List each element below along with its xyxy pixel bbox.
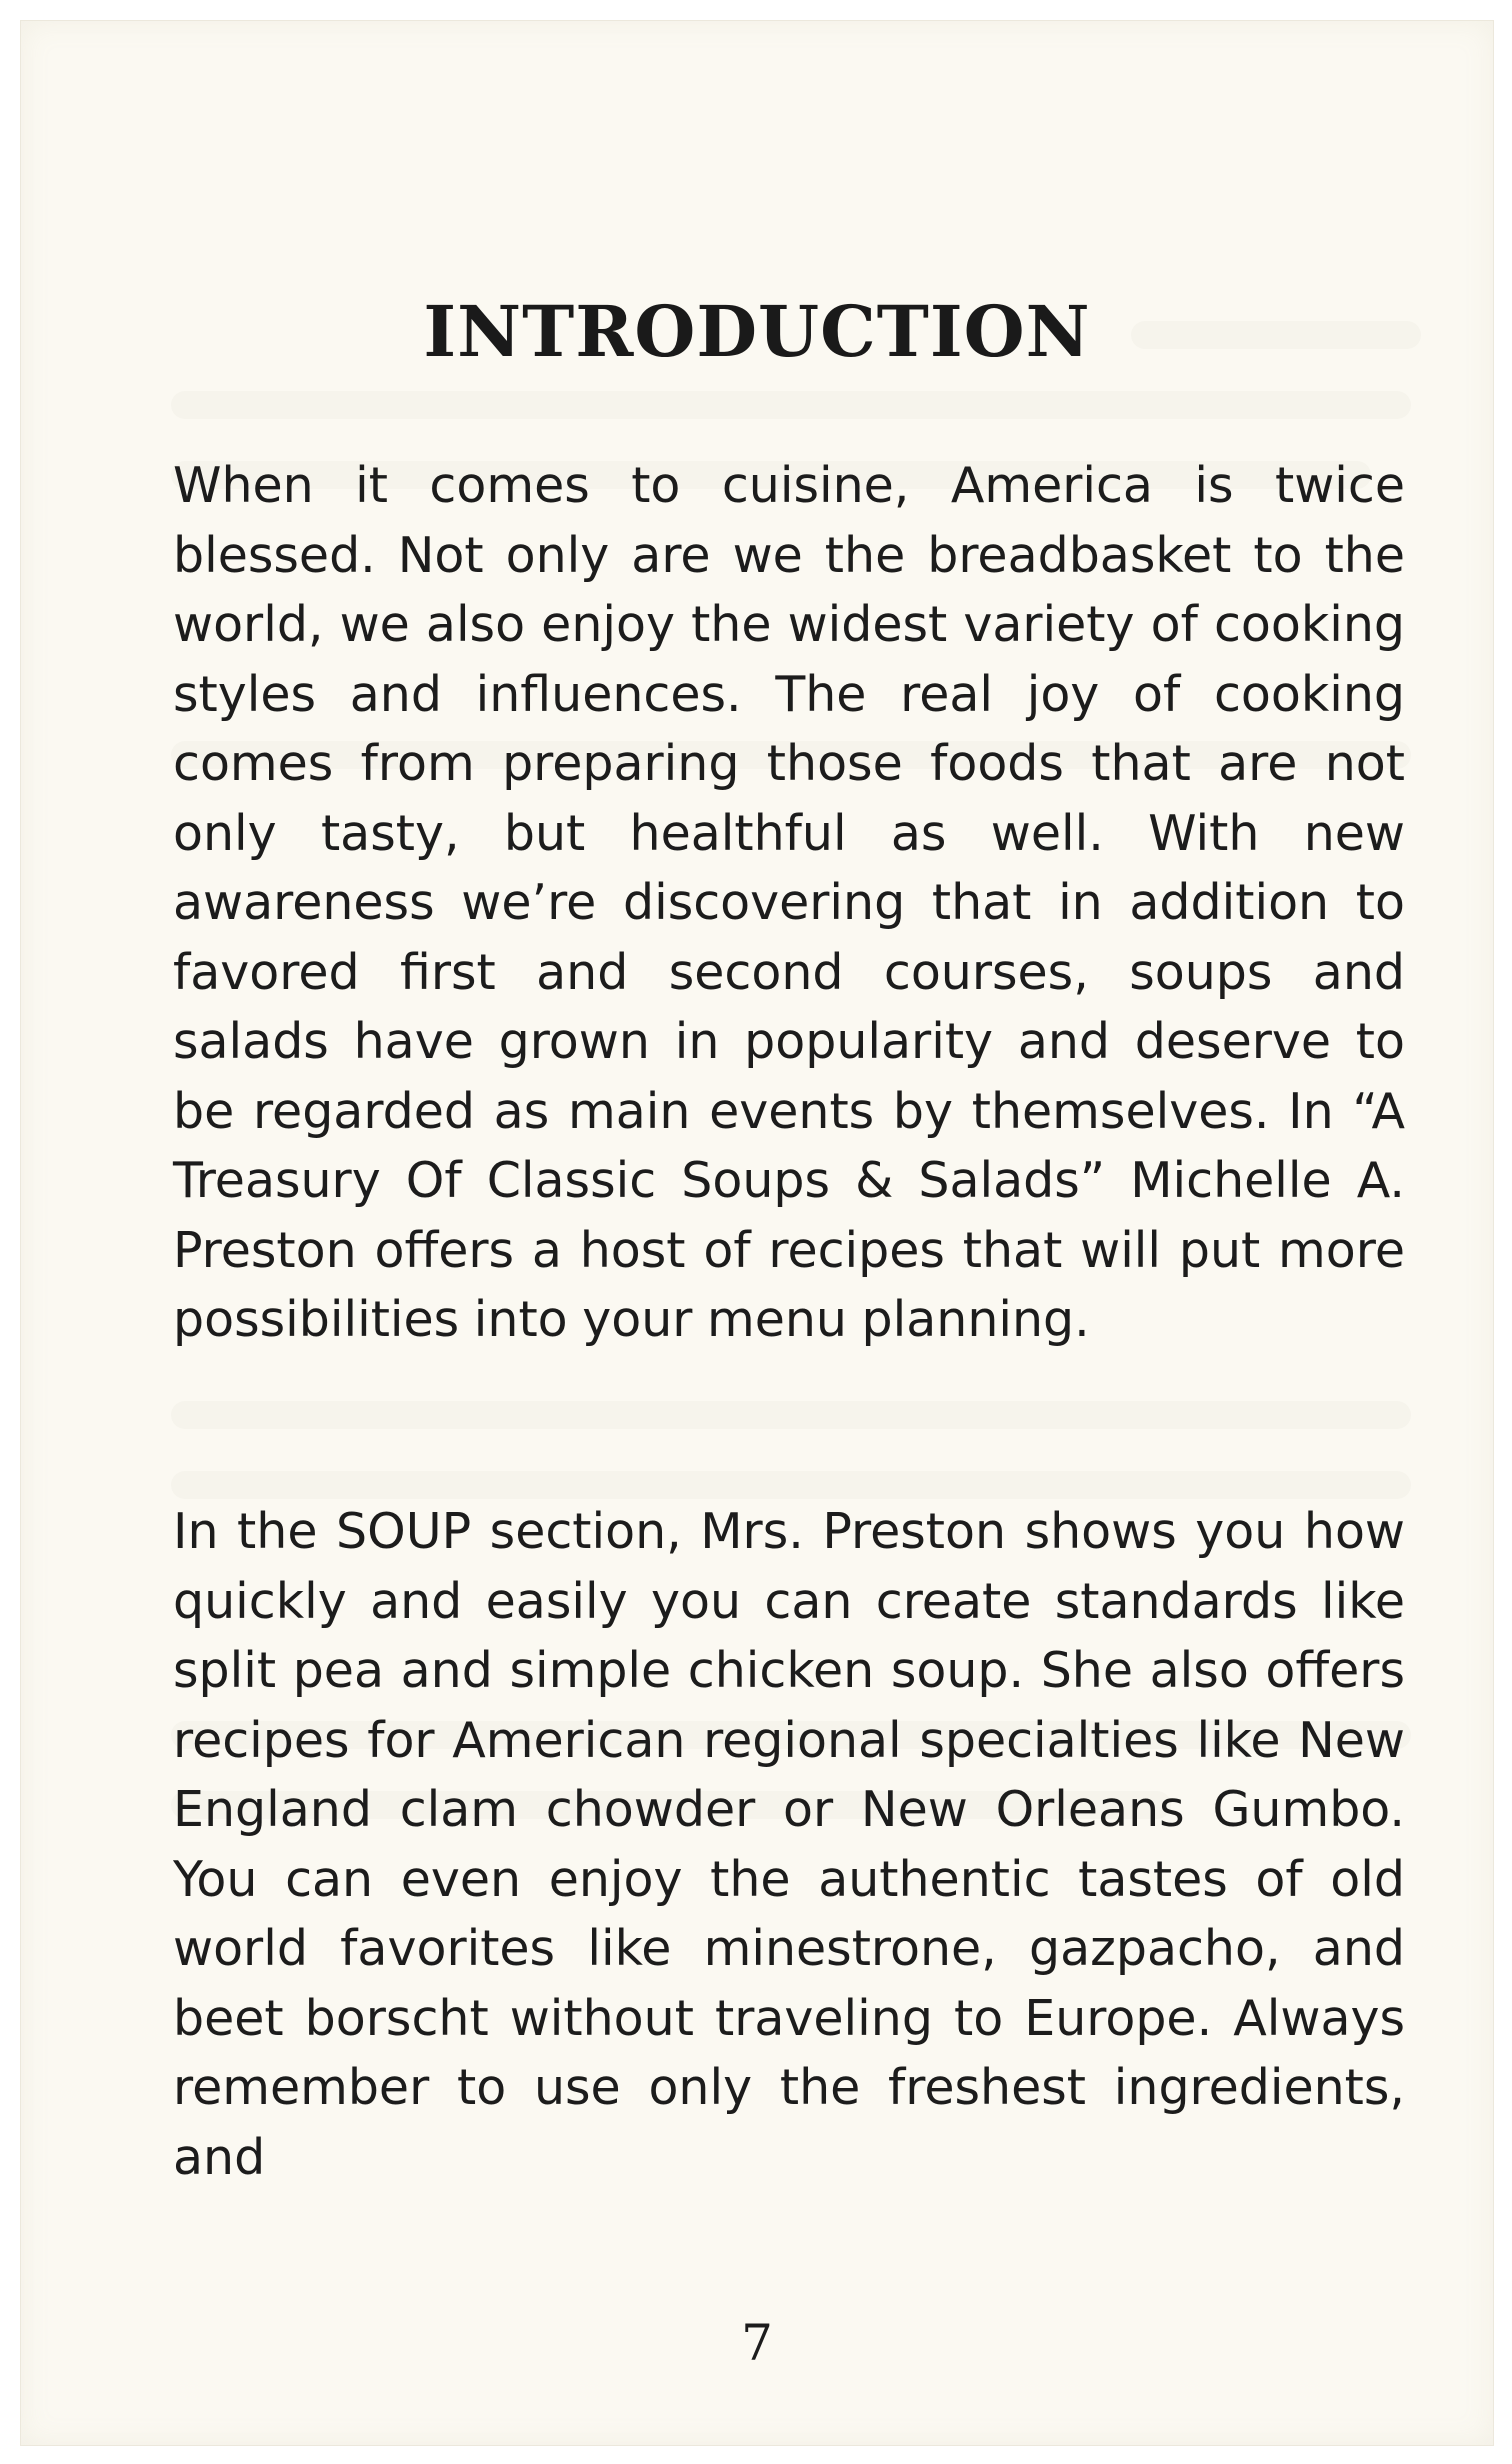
page-title: INTRODUCTION — [423, 290, 1091, 373]
page-number: 7 — [741, 2314, 773, 2372]
intro-paragraph-2: In the SOUP section, Mrs. Preston shows you how quickly and easily you can create standards like split pea and simple chicken soup. She also offers recipes for American regional specialties like New England clam chowder or New Orleans Gumbo. You can even enjoy the authentic tastes of old world favorites like minestrone, gazpacho, and beet borscht without traveling to Europe. Always remember to use only the freshest ingredients, and — [173, 1503, 1405, 2186]
intro-paragraph-1: When it comes to cuisine, America is twice blessed. Not only are we the breadbasket to the world, we also enjoy the widest variety of cooking styles and influences. The real joy of cooking comes from preparing those foods that are not only tasty, but healthful as well. With new awareness we’re discovering that in addition to favored first and second courses, soups and salads have grown in popularity and deserve to be regarded as main events by themselves. In “A Treasury Of Classic Soups & Salads” Michelle A. Preston offers a host of recipes that will put more possibilities into your menu planning. — [173, 457, 1405, 1348]
book-page — [20, 20, 1494, 2446]
